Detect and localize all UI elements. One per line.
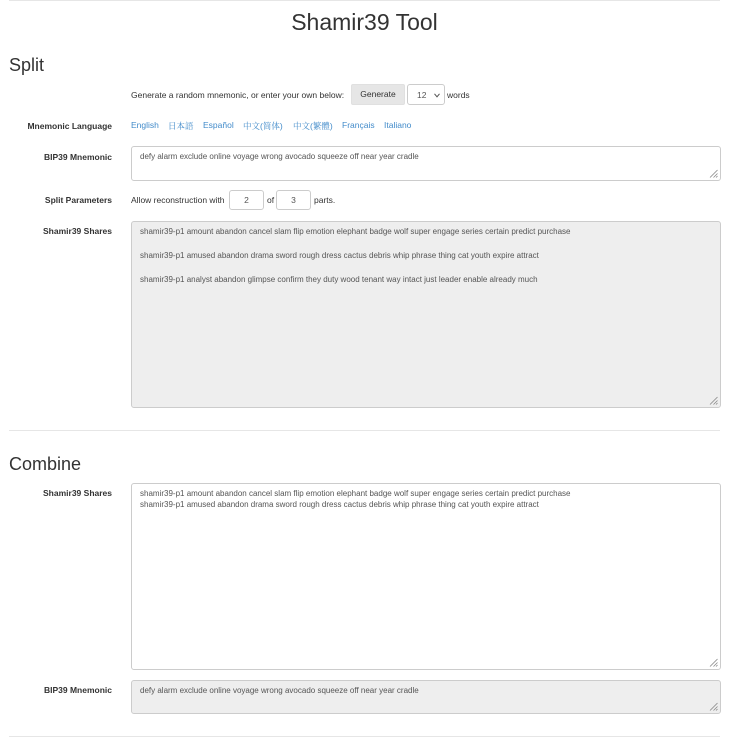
params-of: of <box>267 195 275 205</box>
share-line: shamir39-p1 amount abandon cancel slam flip emotion elephant badge wolf super engage series certain predict purchase <box>140 227 571 236</box>
combine-shares-label: Shamir39 Shares <box>43 488 112 498</box>
threshold-input[interactable]: 2 <box>229 190 264 210</box>
bottom-divider <box>9 736 720 737</box>
split-shares-output[interactable] <box>131 221 721 408</box>
lang-chinese-simplified[interactable]: 中文(简体) <box>243 121 283 131</box>
combine-heading: Combine <box>9 454 82 474</box>
generate-button[interactable]: Generate <box>351 84 405 105</box>
combine-mnemonic-label: BIP39 Mnemonic <box>43 685 112 695</box>
generate-prompt: Generate a random mnemonic, or enter your own below: <box>131 90 345 100</box>
lang-english[interactable]: English <box>131 120 159 130</box>
page-title: Shamir39 Tool <box>291 9 438 35</box>
share-line: shamir39-p1 amused abandon drama sword rough dress cactus debris whip phrase thing cat youth expire attract <box>140 500 539 509</box>
resize-grip-icon[interactable] <box>709 702 718 711</box>
lang-japanese[interactable]: 日本語 <box>168 121 194 131</box>
resize-grip-icon[interactable] <box>709 396 718 405</box>
words-suffix: words <box>447 90 470 100</box>
params-suffix: parts. <box>314 195 336 205</box>
share-line: shamir39-p1 amused abandon drama sword rough dress cactus debris whip phrase thing cat youth expire attract <box>140 251 539 260</box>
word-count-value: 12 <box>417 90 427 100</box>
lang-chinese-traditional[interactable]: 中文(繁體) <box>293 121 333 131</box>
resize-grip-icon[interactable] <box>709 169 718 178</box>
top-divider <box>9 0 720 1</box>
combine-mnemonic-text: defy alarm exclude online voyage wrong avocado squeeze off near year cradle <box>140 686 419 695</box>
split-mnemonic-input[interactable] <box>131 146 721 181</box>
shamir39-shares-label: Shamir39 Shares <box>43 226 112 236</box>
split-parameters-label: Split Parameters <box>44 195 112 205</box>
chevron-down-icon <box>434 93 440 98</box>
total-parts-input[interactable]: 3 <box>276 190 311 210</box>
share-line: shamir39-p1 analyst abandon glimpse confirm they duty wood tenant way intact just leader enable already much <box>140 275 538 284</box>
combine-mnemonic-output[interactable] <box>131 680 721 714</box>
section-divider <box>9 430 720 431</box>
params-prefix: Allow reconstruction with <box>131 195 225 205</box>
combine-shares-input[interactable] <box>131 483 721 670</box>
lang-italian[interactable]: Italiano <box>384 120 412 130</box>
share-line: shamir39-p1 amount abandon cancel slam flip emotion elephant badge wolf super engage series certain predict purchase <box>140 489 571 498</box>
lang-spanish[interactable]: Español <box>203 120 234 130</box>
lang-french[interactable]: Français <box>342 120 375 130</box>
word-count-select[interactable] <box>407 84 445 105</box>
split-heading: Split <box>9 55 45 75</box>
mnemonic-language-label: Mnemonic Language <box>27 121 112 131</box>
bip39-mnemonic-label: BIP39 Mnemonic <box>43 152 112 162</box>
split-mnemonic-text: defy alarm exclude online voyage wrong avocado squeeze off near year cradle <box>140 152 419 161</box>
resize-grip-icon[interactable] <box>709 658 718 667</box>
